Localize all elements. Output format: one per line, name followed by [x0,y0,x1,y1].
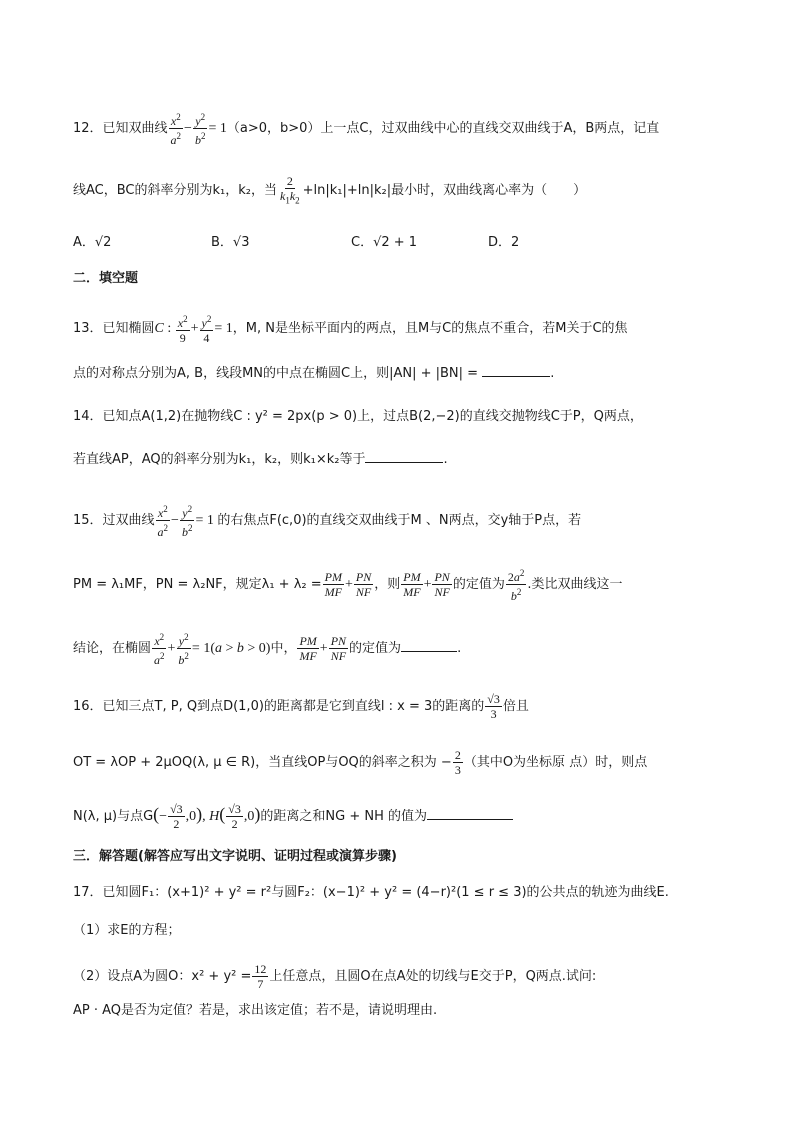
answer-blank [401,639,457,652]
q15-line1: 15．过双曲线 $\frac{x^2}{a^2}$ − $\frac{y^2}{b^2}$ = 1 的右焦点F(c,0)的直线交双曲线于M 、N两点，交y轴于P点，若 [73,504,582,539]
q13-line1: 13．已知椭圆C : $\frac{x^2}{9}$ + $\frac{y^2}{4}$ = 1，M, N是坐标平面内的两点，且M与C的焦点不重合，若M关于C的焦 [73,314,628,345]
q17-line1: 17．已知圆F₁：(x+1)² + y² = r²与圆F₂：(x−1)² + y² = (4−r)²(1 ≤ r ≤ 3)的公共点的轨迹为曲线E. [73,885,669,900]
q15-line2-a: PM = λ₁MF，PN = λ₂NF，规定λ₁ + λ₂ = [73,577,322,592]
frac-y2-b2: $\frac{y^2}{b^2}$ [194,112,206,147]
q12-line1-a: 12．已知双曲线 [73,121,168,136]
frac-x2-a2: $\frac{x^2}{a^2}$ [157,504,169,539]
q15-line1-a: 15．过双曲线 [73,513,155,528]
q12-line2 [73,174,586,207]
option-a: A．√2 [73,235,112,250]
q14-line1: 14．已知点A(1,2)在抛物线C : y² = 2px(p > 0)上，过点B(2,−2)的直线交抛物线C于P，Q两点， [73,409,643,424]
frac-pm-mf: $\frac{PM}{MF}$ [403,570,421,599]
q16-line3-b: 的距离之和NG + NH 的值为 [260,809,427,824]
frac-pn-nf: $\frac{PN}{NF}$ [330,634,347,663]
q12-options [73,234,519,252]
q16-line2-a: OT = λOP + 2μOQ(λ, μ ∈ R)，当直线OP与OQ的斜率之积为 − [73,755,452,770]
q12-line1: 12．已知双曲线 $\frac{x^2}{a^2}$ − $\frac{y^2}{b^2}$ = 1（a>0，b>0）上一点C，过双曲线中心的直线交双曲线于A，B两点，记直 [73,112,660,147]
q17-part1: （1）求E的方程； [73,923,181,938]
q17-part2-a: （2）设点A为圆O：x² + y² = [73,969,252,984]
q15-line3-b: 中， [270,641,297,656]
option-c: C．√2 + 1 [351,235,418,250]
frac-x2-9: $\frac{x^2}{9}$ [177,314,188,345]
q16-line1-b: 倍且 [502,699,529,714]
frac-pn-nf: $\frac{PN}{NF}$ [434,570,450,599]
q16-line3-a: N(λ, μ)与点G [73,809,154,824]
q15-line1-b: 的右焦点F(c,0)的直线交双曲线于M 、N两点，交y轴于P点，若 [217,513,582,528]
frac-sqrt3-2: $\frac{√3}{2}$ [228,802,241,831]
frac-y2-b2: $\frac{y^2}{b^2}$ [181,504,193,539]
q15-line2-b: ，则 [374,577,401,592]
q12-line2-a: 线AC，BC的斜率分别为k₁，k₂，当 [73,183,277,199]
frac-y2-4: $\frac{y^2}{4}$ [201,314,212,345]
q12-line2-b: +ln|k₁|+ln|k₂|最小时，双曲线离心率为（ ） [302,183,587,199]
q17-part2-question: AP · AQ是否为定值？若是，求出该定值；若不是，请说明理由. [73,1003,438,1018]
q15-line3: 结论，在椭圆 $\frac{x^2}{a^2}$ + $\frac{y^2}{b^2}$ = 1(a > b > 0)中， $\frac{PM}{MF}$ + $\frac{PN}{NF}$ 的定值为 . [73,632,462,667]
q17-part2-b: 上任意点，且圆O在点A处的切线与E交于P，Q两点.试问: [269,969,597,984]
frac-y2-b2: $\frac{y^2}{b^2}$ [178,632,189,667]
q13-line1-a: 13．已知椭圆 [73,321,155,336]
section-fill-in-heading: 二．填空题 [73,271,139,286]
frac-x2-a2: $\frac{x^2}{a^2}$ [170,112,182,147]
answer-blank [482,364,550,377]
answer-blank [365,450,443,463]
q15-line3-a: 结论，在椭圆 [73,641,152,656]
frac-pm-mf: $\frac{PM}{MF}$ [299,634,317,663]
q16-line2 [73,748,647,777]
q14-line2-text: 若直线AP，AQ的斜率分别为k₁，k₂，则k₁×k₂等于 [73,452,366,467]
option-b: B．√3 [211,235,250,250]
q16-line1 [73,692,529,721]
frac-x2-a2: $\frac{x^2}{a^2}$ [154,632,165,667]
section-solution-heading: 三．解答题(解答应写出文字说明、证明过程或演算步骤) [73,849,397,864]
q13-line1-b: ，M, N是坐标平面内的两点，且M与C的焦点不重合，若M关于C的焦 [232,321,628,336]
q15-line2-d: .类比双曲线这一 [527,577,623,592]
q16-line2-b: （其中O为坐标原 点）时，则点 [463,755,648,770]
q15-line2-c: 的定值为 [452,577,505,592]
frac-2-k1k2: $\frac{2}{k_1k_2}$ [280,174,300,206]
frac-sqrt3-3: $\frac{√3}{3}$ [487,692,500,721]
frac-pm-mf: $\frac{PM}{MF}$ [324,570,342,599]
q12-line1-b: （a>0，b>0）上一点C，过双曲线中心的直线交双曲线于A，B两点，记直 [226,121,660,136]
answer-blank [427,807,513,820]
q14-line2: 若直线AP，AQ的斜率分别为k₁，k₂，则k₁×k₂等于 . [73,452,448,467]
frac-2-3: $\frac{2}{3}$ [454,748,461,777]
q16-line3: N(λ, μ)与点G(− $\frac{√3}{2}$ ,0), H( $\frac{√3}{2}$ ,0)的距离之和NG + NH 的值为 [73,802,513,831]
frac-2a2-b2: $\frac{2a^2}{b^2}$ [507,568,525,603]
frac-12-7: $\frac{12}{7}$ [254,962,267,991]
option-d: D．2 [488,235,520,250]
q15-line3-c: 的定值为 [349,641,402,656]
q17-part2 [73,962,596,991]
q16-line1-a: 16．已知三点T, P, Q到点D(1,0)的距离都是它到直线l : x = 3的距离的 [73,699,485,714]
frac-pn-nf: $\frac{PN}{NF}$ [355,570,372,599]
frac-sqrt3-2: $\frac{√3}{2}$ [170,802,183,831]
q15-line2: PM = λ₁MF，PN = λ₂NF，规定λ₁ + λ₂ = $\frac{PM}{MF}$ + $\frac{PN}{NF}$ ，则 $\frac{PM}{MF}$ + $\frac{PN}{NF}$ 的定值为 $\frac{2a^2}{b^2}$ .类比双曲线这一 [73,568,623,603]
q13-line2-text: 点的对称点分别为A, B，线段MN的中点在椭圆C上，则|AN| + |BN| = [73,366,483,381]
q13-line2: 点的对称点分别为A, B，线段MN的中点在椭圆C上，则|AN| + |BN| = . [73,366,555,381]
